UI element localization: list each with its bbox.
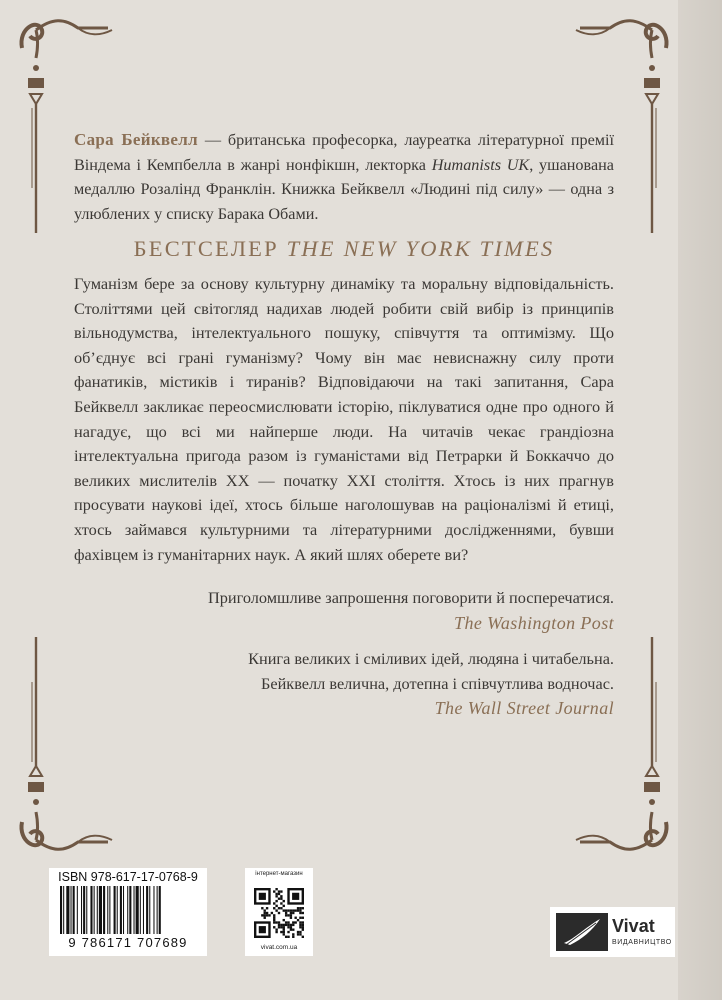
bio-organization: Humanists UK bbox=[431, 155, 530, 174]
quote-1-source: The Washington Post bbox=[454, 612, 614, 633]
qr-bottom-label: vivat.com.ua bbox=[260, 944, 298, 951]
review-quote-1 bbox=[74, 586, 614, 635]
qr-code-block bbox=[245, 868, 313, 956]
isbn-label: ISBN 978-617-17-0768-9 bbox=[58, 870, 198, 884]
barcode-digits: 9 786171 707689 bbox=[68, 935, 188, 950]
quote-2-source: The Wall Street Journal bbox=[434, 698, 614, 718]
publisher-subtitle: ВИДАВНИЦТВО bbox=[612, 939, 672, 946]
quote-1-line-1: Приголомшливе запрошення поговорити й посперечатися. bbox=[207, 588, 614, 607]
book-spine-edge bbox=[678, 0, 722, 1000]
qr-top-label: інтернет-магазин bbox=[255, 871, 303, 877]
publisher-name: Vivat bbox=[612, 916, 655, 936]
headline-prefix: БЕСТСЕЛЕР bbox=[133, 236, 287, 261]
barcode-bars bbox=[60, 886, 196, 936]
description-paragraph: Гуманізм бере за основу культурну динаміку та моральну відповідальність. Століттями цей світогляд надихав людей робити свій вибір із принципів вільнодумства, інтелектуального пошуку, співчуття та оптимізму. Що об’єднує всі грані гуманізму? Чому він має невиснажну силу проти фанатиків, містиків і тиранів? Відповідаючи на такі запитання, Сара Бейквелл закликає переосмислювати історію, піклуватися одне про одного й нагадує, що всі ми найперше люди. На читачів чекає грандіозна інтелектуальна пригода разом із гуманістами від Петрарки й Боккаччо до великих мислителів XX — початку XXI століття. Хтось із них прагнув просувати наукові ідеї, хтось більше наголошував на раціоналізмі й етиці, хтось займався культурними та літературними дослідженнями, бувши фахівцем із гуманітарних наук. А який шлях оберете ви? bbox=[74, 274, 614, 564]
book-description bbox=[74, 272, 614, 567]
review-quote-2 bbox=[74, 647, 614, 721]
qr-code-icon bbox=[254, 888, 304, 938]
quote-2-line-2: Бейквелл велична, дотепна і співчутлива водночас. bbox=[261, 673, 614, 693]
vivat-feather-icon bbox=[556, 913, 608, 951]
author-bio bbox=[74, 128, 614, 226]
author-name: Сара Бейквелл bbox=[74, 130, 198, 149]
publisher-logo bbox=[550, 907, 675, 957]
isbn-barcode bbox=[49, 868, 207, 956]
bio-text-part-1: — британська професорка, лауреатка літературної премії Віндема і Кемпбелла в жанрі нонфікшн, лекторка bbox=[74, 131, 614, 174]
quote-2-line-1: Книга великих і сміливих ідей, людяна і читабельна. bbox=[248, 649, 614, 668]
bio-text-part-2: , ушанована медаллю Розалінд Франклін. Книжка Бейквелл «Людині під силу» — одна з улюблених у списку Барака Обами. bbox=[74, 155, 614, 223]
headline-publication: THE NEW YORK TIMES bbox=[286, 236, 555, 261]
bestseller-headline bbox=[74, 236, 614, 262]
